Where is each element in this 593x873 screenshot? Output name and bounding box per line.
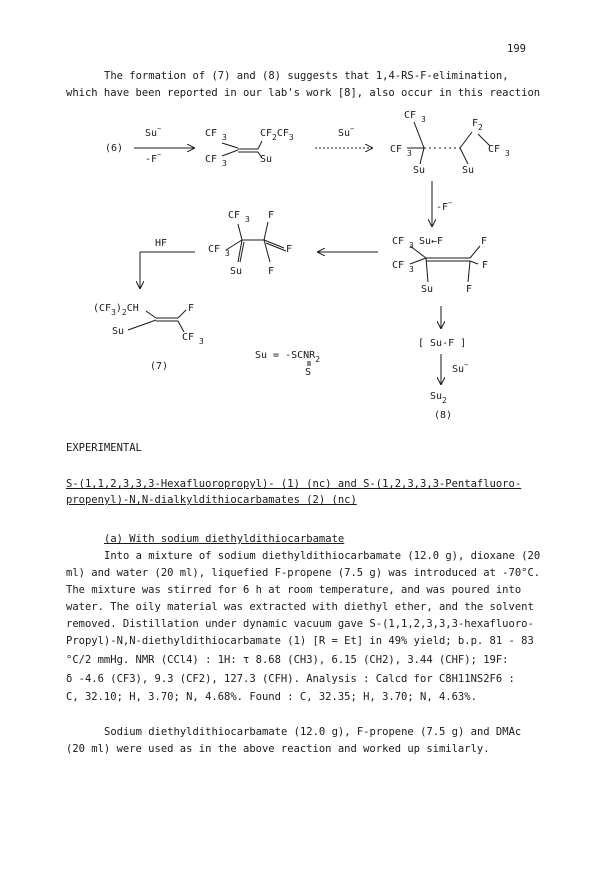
bond <box>264 222 268 240</box>
bond <box>420 148 424 164</box>
f-f: F <box>268 266 275 277</box>
bond <box>414 122 424 148</box>
product-su2: $Su_2$ <box>430 391 447 405</box>
compound-6-label: (6) <box>105 143 124 154</box>
cf32ch-label: $(CF_3)_2CH$ <box>93 303 139 317</box>
para1-line: Into a mixture of sodium diethyldithiocarbamate (12.0 g), dioxane (20 <box>104 550 541 562</box>
para1-line: water. The oily material was extracted with diethyl ether, and the solvent <box>66 601 534 613</box>
su-label: Su <box>260 154 273 165</box>
bond <box>178 310 186 318</box>
cf3-label: CF <box>205 128 218 139</box>
cf3-right: CF <box>488 144 501 155</box>
bond <box>238 224 242 240</box>
bond <box>266 243 286 251</box>
su-definition: $Su = -SCNR_2$ <box>255 350 321 364</box>
bond <box>460 148 468 164</box>
bond <box>222 150 238 156</box>
f-a: F <box>481 236 488 247</box>
svg-text:3: 3 <box>407 149 412 158</box>
cf3-top: CF <box>404 110 417 121</box>
reagent-su-minus-3: Su− <box>452 361 469 375</box>
f2-label: $F_2$ <box>472 118 483 132</box>
bond <box>146 311 156 318</box>
svg-text:3: 3 <box>222 159 227 168</box>
page-number: 199 <box>507 43 526 55</box>
bond <box>258 141 262 149</box>
svg-text:3: 3 <box>222 133 227 142</box>
bond <box>128 320 156 330</box>
compound-7-label: (7) <box>150 361 169 372</box>
experimental-title-1: S-(1,1,2,3,3,3-Hexafluoropropyl)- (1) (nc) and S-(1,2,3,3,3-Pentafluoro- <box>66 478 522 490</box>
su-arrow-f: Su←F <box>419 236 444 247</box>
bond <box>238 240 242 262</box>
svg-text:3: 3 <box>409 265 414 274</box>
cf3-g: CF <box>182 332 195 343</box>
bond <box>478 134 490 146</box>
svg-text:3: 3 <box>225 249 230 258</box>
experimental-heading: EXPERIMENTAL <box>66 442 142 454</box>
su-g: Su <box>112 326 125 337</box>
para1-line: ml) and water (20 ml), liquefied F-propene (7.5 g) was introduced at -70°C. <box>66 567 541 579</box>
bond <box>470 261 478 264</box>
cf3-a: CF <box>392 236 405 247</box>
bond <box>178 321 184 332</box>
para1-line: C, 32.10; H, 3.70; N, 4.68%. Found : C, 32.35; H, 3.70; N, 4.63%. <box>66 691 477 703</box>
reagent-su-minus-2: Su− <box>338 125 355 139</box>
cf3-b: CF <box>392 260 405 271</box>
svg-text:3: 3 <box>245 215 250 224</box>
cf2cf3-label: $CF_2CF_3$ <box>260 128 294 142</box>
bond <box>410 246 426 258</box>
para2-line: (20 ml) were used as in the above reaction and worked up similarly. <box>66 743 490 755</box>
para1-line: The mixture was stirred for 6 h at room temperature, and was poured into <box>66 584 522 596</box>
f-e: F <box>286 244 293 255</box>
su-bottom: Su <box>421 284 434 295</box>
bond <box>468 261 470 282</box>
bond <box>426 258 428 282</box>
cf3-left: CF <box>390 144 403 155</box>
f-d: F <box>268 210 275 221</box>
svg-text:3: 3 <box>409 241 414 250</box>
bond <box>226 240 242 250</box>
bond <box>264 240 284 248</box>
su-def-s: S <box>305 367 312 378</box>
para2-line: Sodium diethyldithiocarbamate (12.0 g), F-propene (7.5 g) and DMAc <box>104 726 522 738</box>
svg-text:3: 3 <box>199 337 204 346</box>
intro-line-1: The formation of (7) and (8) suggests that 1,4-RS-F-elimination, <box>104 70 509 82</box>
reagent-hf: HF <box>155 238 168 249</box>
cf3-d: CF <box>228 210 241 221</box>
cf3-e: CF <box>208 244 221 255</box>
su-d: Su <box>230 266 243 277</box>
bond <box>222 143 238 148</box>
reagent-su-minus: Su− <box>145 125 162 139</box>
para1-line: δ -4.6 (CF3), 9.3 (CF2), 127.3 (CFH). Analysis : Calcd for C8H11NS2F6 : <box>66 673 515 685</box>
reagent-minus-f: -F− <box>145 151 162 165</box>
svg-text:3: 3 <box>505 149 510 158</box>
compound-8-label: (8) <box>434 410 453 421</box>
svg-text:3: 3 <box>421 115 426 124</box>
intro-line-2: which have been reported in our lab's work [8], also occur in this reaction <box>66 87 541 99</box>
bond <box>460 132 472 148</box>
subheading-a: (a) With sodium diethyldithiocarbamate <box>104 533 345 545</box>
f-b: F <box>482 260 489 271</box>
su-right: Su <box>462 165 475 176</box>
f-g: F <box>188 303 195 314</box>
para1-line: Propyl)-N,N-diethyldithiocarbamate (1) [R = Et] in 49% yield; b.p. 81 - 83 <box>66 635 534 647</box>
bond <box>410 258 426 264</box>
su-left: Su <box>413 165 426 176</box>
f-c: F <box>466 284 473 295</box>
bond <box>470 246 480 258</box>
cf3-label-2: CF <box>205 154 218 165</box>
experimental-title-2: propenyl)-N,N-dialkyldithiocarbamates (2) (nc) <box>66 494 357 506</box>
reagent-minus-f-2: -F− <box>436 199 453 213</box>
para1-line: °C/2 mmHg. NMR (CCl4) : 1H: τ 8.68 (CH3), 6.15 (CH2), 3.44 (CHF); 19F: <box>66 654 509 666</box>
para1-line: removed. Distillation under dynamic vacuum gave S-(1,1,2,3,3,3-hexafluoro- <box>66 618 534 630</box>
reagent-su-f: [ Su-F ] <box>418 338 467 349</box>
